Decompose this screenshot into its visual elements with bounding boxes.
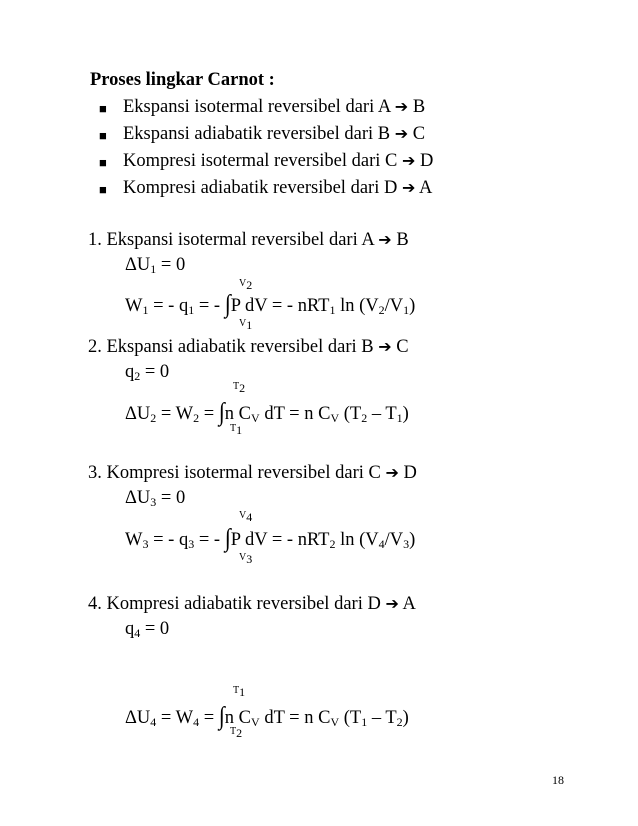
arrow-right-icon: ➔ bbox=[401, 178, 416, 197]
integral-lower-limit: $V_1$ bbox=[239, 318, 253, 332]
equation: $\Delta U_1 = 0$ bbox=[125, 255, 186, 276]
arrow-right-icon: ➔ bbox=[378, 230, 392, 249]
equation: $W_3$ = - $q_3$ = - ∫P dV = - nRT$_2$ $\ln (V_4/V_3)$ bbox=[125, 523, 416, 552]
arrow-right-icon: ➔ bbox=[401, 151, 416, 170]
integral-sign-icon: ∫ bbox=[224, 523, 231, 552]
arrow-right-icon: ➔ bbox=[378, 337, 392, 356]
list-item: Kompresi adiabatik reversibel dari D ➔ A bbox=[123, 178, 433, 198]
arrow-right-icon: ➔ bbox=[385, 594, 399, 613]
integral-upper-limit: $T_1$ bbox=[233, 685, 246, 699]
list-item: Kompresi isotermal reversibel dari C ➔ D bbox=[123, 151, 434, 171]
integral-sign-icon: ∫ bbox=[218, 701, 225, 730]
integral-lower-limit: $V_3$ bbox=[239, 552, 253, 566]
square-bullet-icon: ■ bbox=[99, 155, 107, 170]
equation: $q_4 = 0$ bbox=[125, 619, 170, 640]
integral-sign-icon: ∫ bbox=[218, 397, 225, 426]
equation: $W_1$ = - $q_1$ = - ∫P dV = - nRT$_1$ $\ln (V_2/V_1)$ bbox=[125, 289, 416, 318]
square-bullet-icon: ■ bbox=[99, 128, 107, 143]
equation: $\Delta U_4 = W_4 = \int n$ $C_V$ dT = n $C_V$ $(T_1 - T_2)$ bbox=[125, 701, 409, 730]
arrow-right-icon: ➔ bbox=[394, 97, 409, 116]
equation: $q_2 = 0$ bbox=[125, 362, 170, 383]
integral-upper-limit: $V_4$ bbox=[239, 510, 253, 524]
list-item: Ekspansi isotermal reversibel dari A ➔ B bbox=[123, 97, 426, 117]
integral-upper-limit: $T_2$ bbox=[233, 381, 246, 395]
step-heading: 3. Kompresi isotermal reversibel dari C ➔ D bbox=[88, 463, 417, 483]
step-heading: 4. Kompresi adiabatik reversibel dari D ➔ A bbox=[88, 594, 416, 614]
integral-lower-limit: $T_2$ bbox=[230, 726, 243, 740]
step-heading: 2. Ekspansi adiabatik reversibel dari B ➔ C bbox=[88, 337, 409, 357]
square-bullet-icon: ■ bbox=[99, 182, 107, 197]
section-title: Proses lingkar Carnot : bbox=[90, 70, 275, 90]
square-bullet-icon: ■ bbox=[99, 101, 107, 116]
integral-upper-limit: $V_2$ bbox=[239, 278, 253, 292]
page-number: 18 bbox=[552, 773, 564, 787]
equation: $\Delta U_3 = 0$ bbox=[125, 488, 186, 509]
integral-lower-limit: $T_1$ bbox=[230, 423, 243, 437]
arrow-right-icon: ➔ bbox=[394, 124, 409, 143]
equation: $\Delta U_2 = W_2 = \int n$ $C_V$ dT = n $C_V$ $(T_2 - T_1)$ bbox=[125, 397, 409, 426]
arrow-right-icon: ➔ bbox=[385, 463, 399, 482]
list-item: Ekspansi adiabatik reversibel dari B ➔ C bbox=[123, 124, 426, 144]
step-heading: 1. Ekspansi isotermal reversibel dari A ➔ B bbox=[88, 230, 409, 250]
integral-sign-icon: ∫ bbox=[224, 289, 231, 318]
